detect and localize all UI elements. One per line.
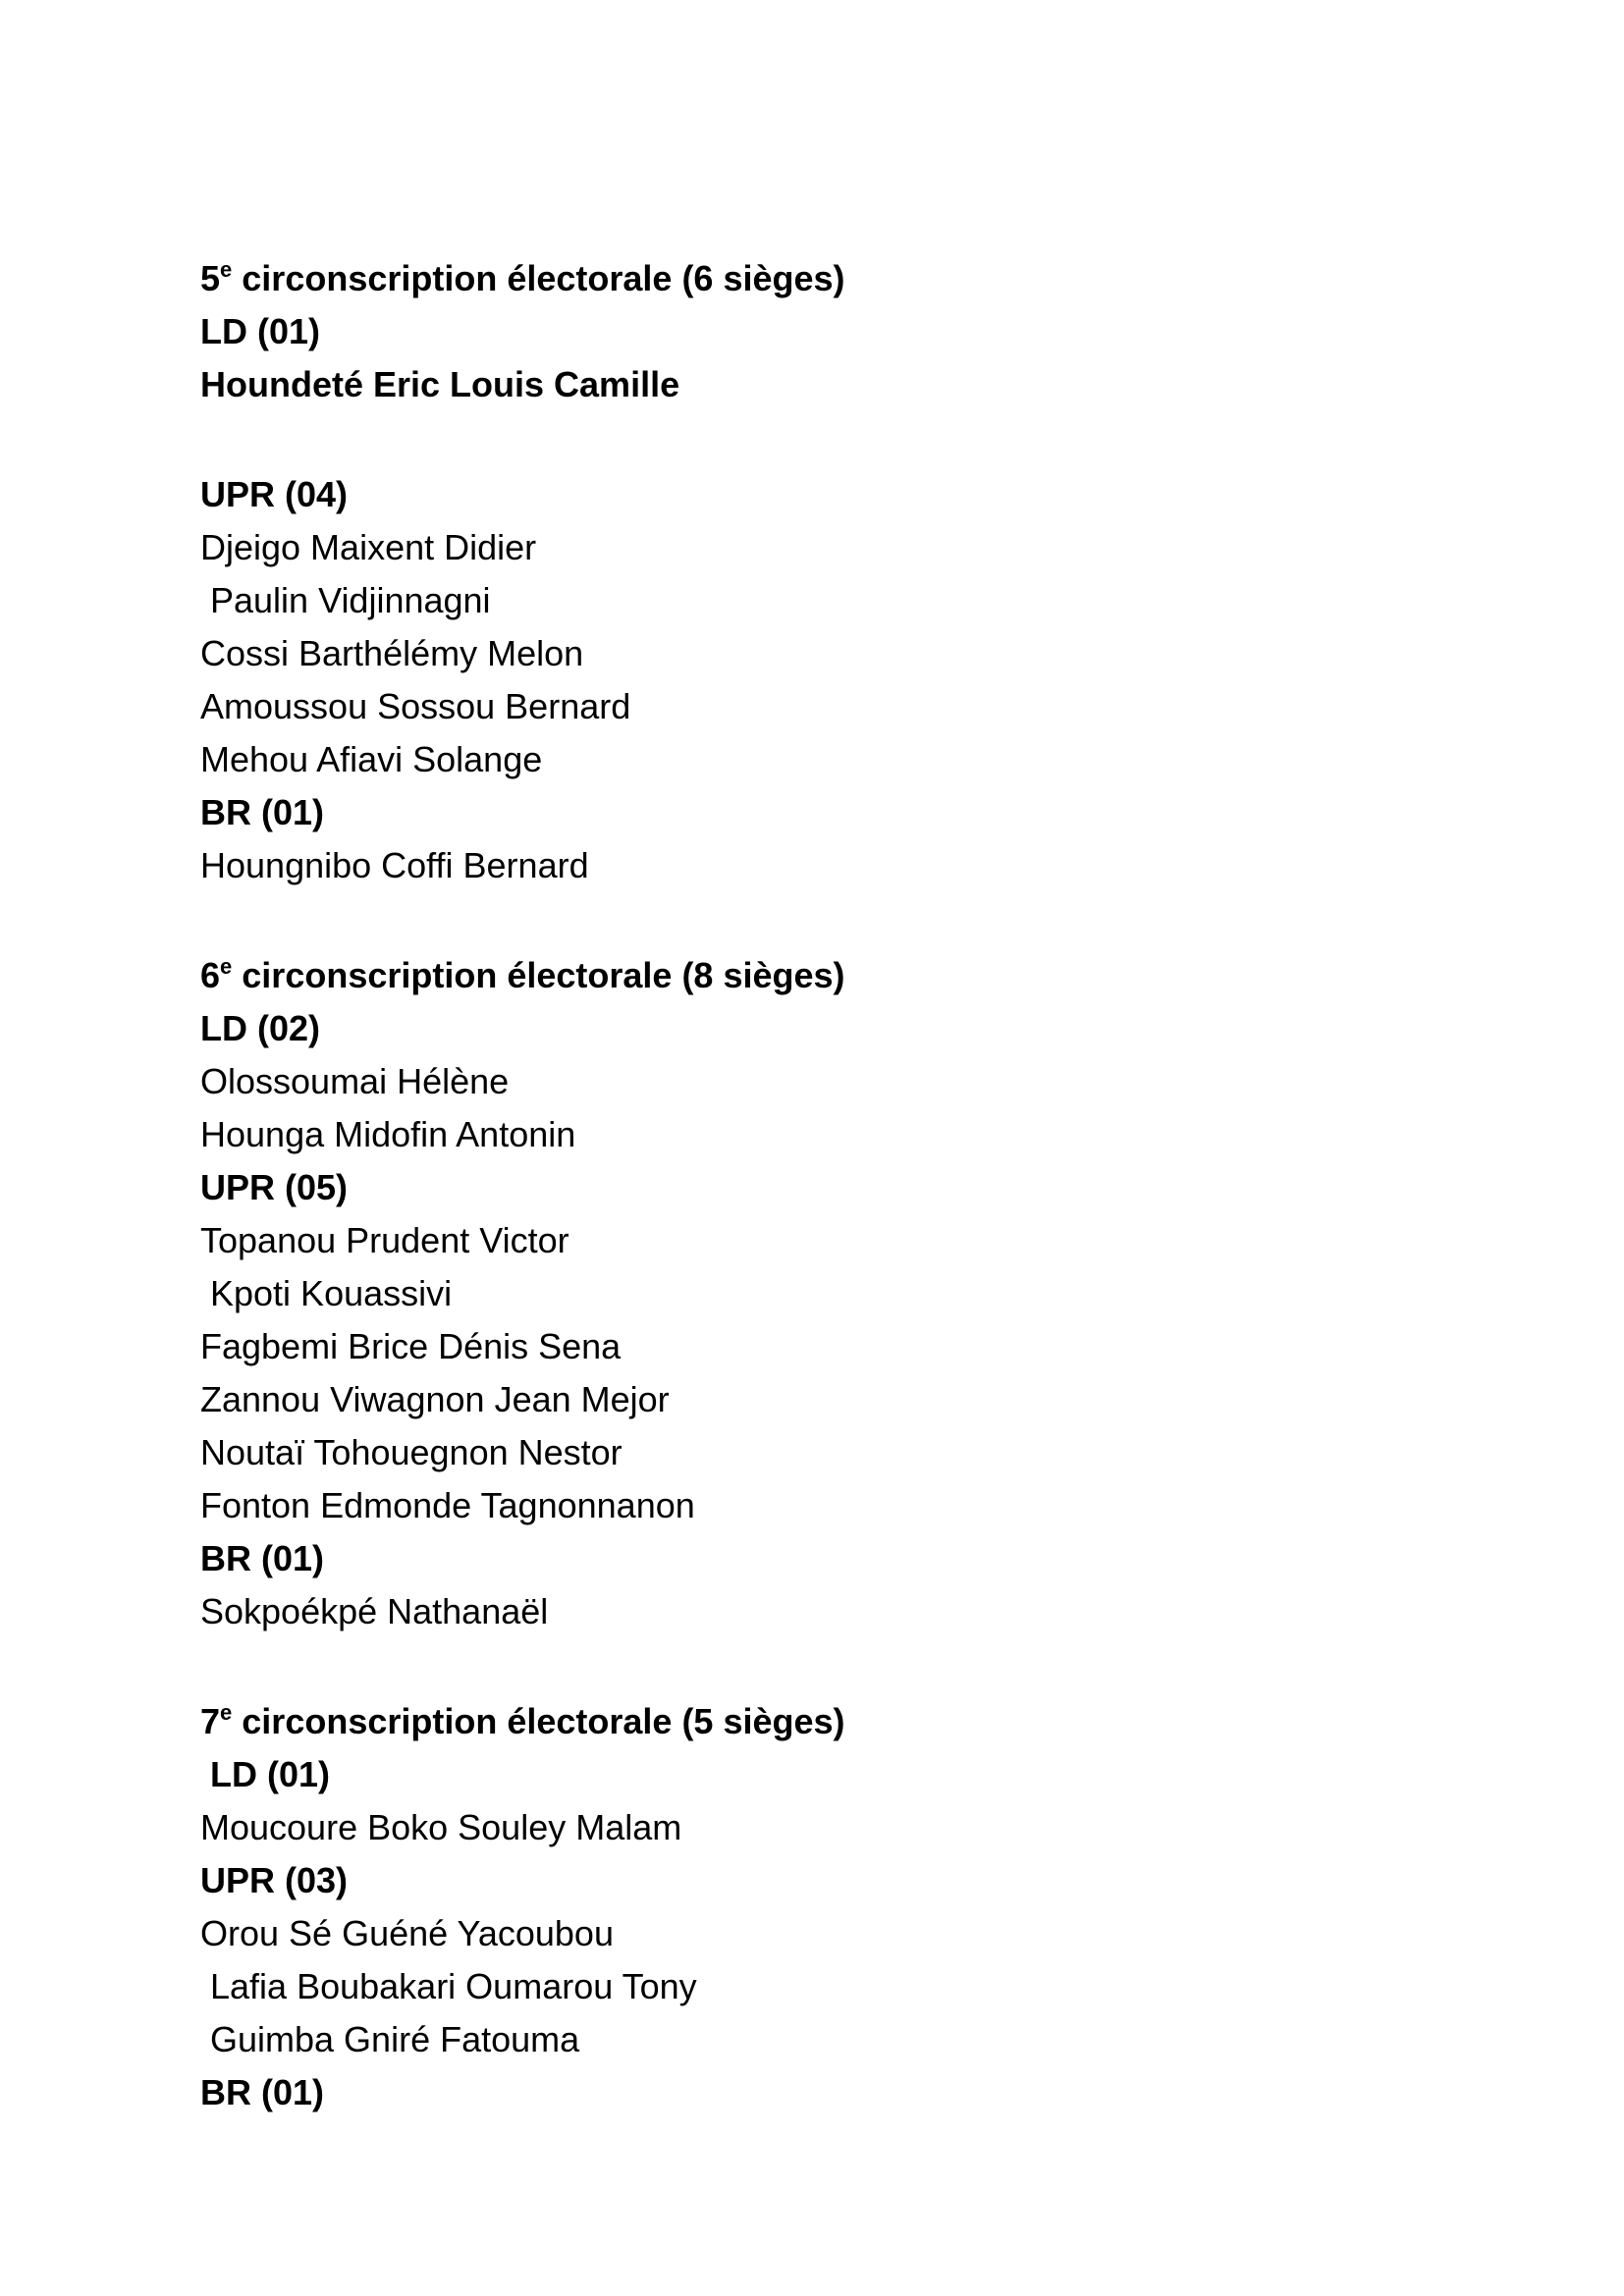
party-label-br: BR (01) <box>200 2072 325 2112</box>
candidate-name: Djeigo Maixent Didier <box>200 527 537 567</box>
candidate-name: Cossi Barthélémy Melon <box>200 633 584 673</box>
candidate-name: Amoussou Sossou Bernard <box>200 686 631 726</box>
candidate-name: Paulin Vidjinnagni <box>200 580 491 620</box>
section-7 <box>200 1695 1428 2119</box>
candidate-name: Fagbemi Brice Dénis Sena <box>200 1326 622 1366</box>
candidate-name: Kpoti Kouassivi <box>200 1273 453 1313</box>
section-6 <box>200 949 1428 1638</box>
candidate-name: Sokpoékpé Nathanaël <box>200 1591 549 1631</box>
section-heading: 6e circonscription électorale (8 sièges) <box>200 954 845 995</box>
candidate-name: Houndeté Eric Louis Camille <box>200 364 680 404</box>
party-label-upr: UPR (04) <box>200 474 349 514</box>
candidate-name: Mehou Afiavi Solange <box>200 739 543 779</box>
section-heading: 7e circonscription électorale (5 sièges) <box>200 1700 845 1741</box>
section-heading: 5e circonscription électorale (6 sièges) <box>200 257 845 298</box>
candidate-name: Orou Sé Guéné Yacoubou <box>200 1913 614 1953</box>
party-label-br: BR (01) <box>200 1538 325 1578</box>
party-label-upr: UPR (03) <box>200 1860 349 1900</box>
candidate-name: Olossoumai Hélène <box>200 1061 510 1101</box>
candidate-name: Hounga Midofin Antonin <box>200 1114 576 1154</box>
candidate-name: Lafia Boubakari Oumarou Tony <box>200 1966 697 2006</box>
candidate-name: Guimba Gniré Fatouma <box>200 2019 580 2059</box>
section-5 <box>200 252 1428 892</box>
party-label-ld: LD (01) <box>200 1754 331 1794</box>
party-label-ld: LD (01) <box>200 311 321 351</box>
party-label-br: BR (01) <box>200 792 325 832</box>
candidate-name: Topanou Prudent Victor <box>200 1220 569 1260</box>
document-page <box>200 252 1428 2119</box>
party-label-upr: UPR (05) <box>200 1167 349 1207</box>
party-label-ld: LD (02) <box>200 1008 321 1048</box>
candidate-name: Noutaï Tohouegnon Nestor <box>200 1432 623 1472</box>
candidate-name: Houngnibo Coffi Bernard <box>200 845 589 885</box>
candidate-name: Fonton Edmonde Tagnonnanon <box>200 1485 695 1525</box>
candidate-name: Zannou Viwagnon Jean Mejor <box>200 1379 670 1419</box>
candidate-name: Moucoure Boko Souley Malam <box>200 1807 682 1847</box>
